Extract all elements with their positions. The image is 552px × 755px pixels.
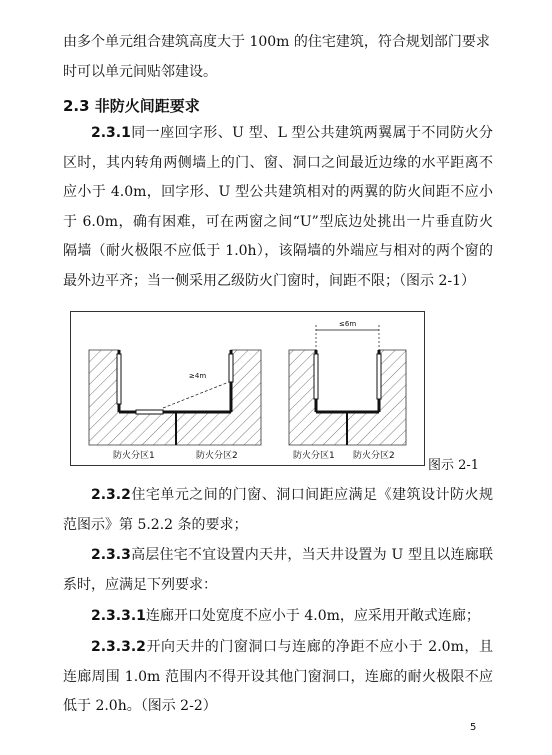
left-zone-1-label: 防火分区1 — [113, 451, 155, 461]
section-heading: 2.3 非防火间距要求 — [63, 97, 200, 115]
clause-text: 高层住宅不宜设置内天井，当天井设置为 U 型且以连廊联系时，应满足下列要求： — [63, 547, 493, 593]
clause-text: 同一座回字形、U 型、L 型公共建筑两翼属于不同防火分区时，其内转角两侧墙上的门、窗、洞口之间最近边缘的水平距离不应小于 4.0m，回字形、U 型公共建筑相对的两翼的防火间距不应小于 6.0m，确有困难，可在两窗之间“U”型底边处挑出一片垂直防火隔墙（耐火极限不应低于 1.0h），该隔墙的外端应与相对的两个窗的最外边平齐；当一侧采用乙级防火门窗时，间距不限；（图示 2-1） — [63, 125, 493, 289]
left-dimension-label: ≥4m — [189, 372, 207, 380]
right-diagram — [289, 320, 406, 461]
clause-number: 2.3.2 — [91, 487, 131, 503]
clause-text: 连廊开口处宽度不应小于 4.0m，应采用开敞式连廊； — [145, 608, 480, 624]
clause-text: 开向天井的门窗洞口与连廊的净距不应小于 2.0m，且连廊周围 1.0m 范围内不得开设其他门窗洞口，连廊的耐火极限不应低于 2.0h。（图示 2-2） — [63, 639, 493, 714]
left-diagram — [89, 350, 261, 461]
intro-line-2: 时可以单元间贴邻建设。 — [63, 64, 217, 80]
clause-number: 2.3.3.2 — [91, 639, 146, 655]
clause-2-3-1 — [63, 119, 493, 296]
left-zone-2-label: 防火分区2 — [196, 451, 238, 461]
figure-caption: 图示 2-1 — [428, 458, 480, 473]
clause-2-3-3-2 — [63, 633, 493, 722]
intro-line-1: 由多个单元组合建筑高度大于 100m 的住宅建筑，符合规划部门要求 — [63, 34, 490, 50]
clause-number: 2.3.3 — [91, 547, 131, 563]
right-dimension-label: ≤6m — [339, 320, 357, 328]
page-number: 5 — [470, 722, 477, 733]
right-zone-2-label: 防火分区2 — [353, 451, 395, 461]
clause-number: 2.3.3.1 — [91, 608, 146, 624]
fire-separation-diagram — [71, 312, 424, 465]
clause-2-3-2 — [63, 481, 493, 540]
figure-2-1 — [70, 311, 425, 466]
clause-number: 2.3.1 — [91, 125, 131, 141]
clause-2-3-3-1 — [63, 602, 493, 632]
clause-text: 住宅单元之间的门窗、洞口间距应满足《建筑设计防火规范图示》第 5.2.2 条的要求； — [63, 487, 493, 533]
right-zone-1-label: 防火分区1 — [293, 451, 335, 461]
clause-2-3-3 — [63, 541, 493, 600]
